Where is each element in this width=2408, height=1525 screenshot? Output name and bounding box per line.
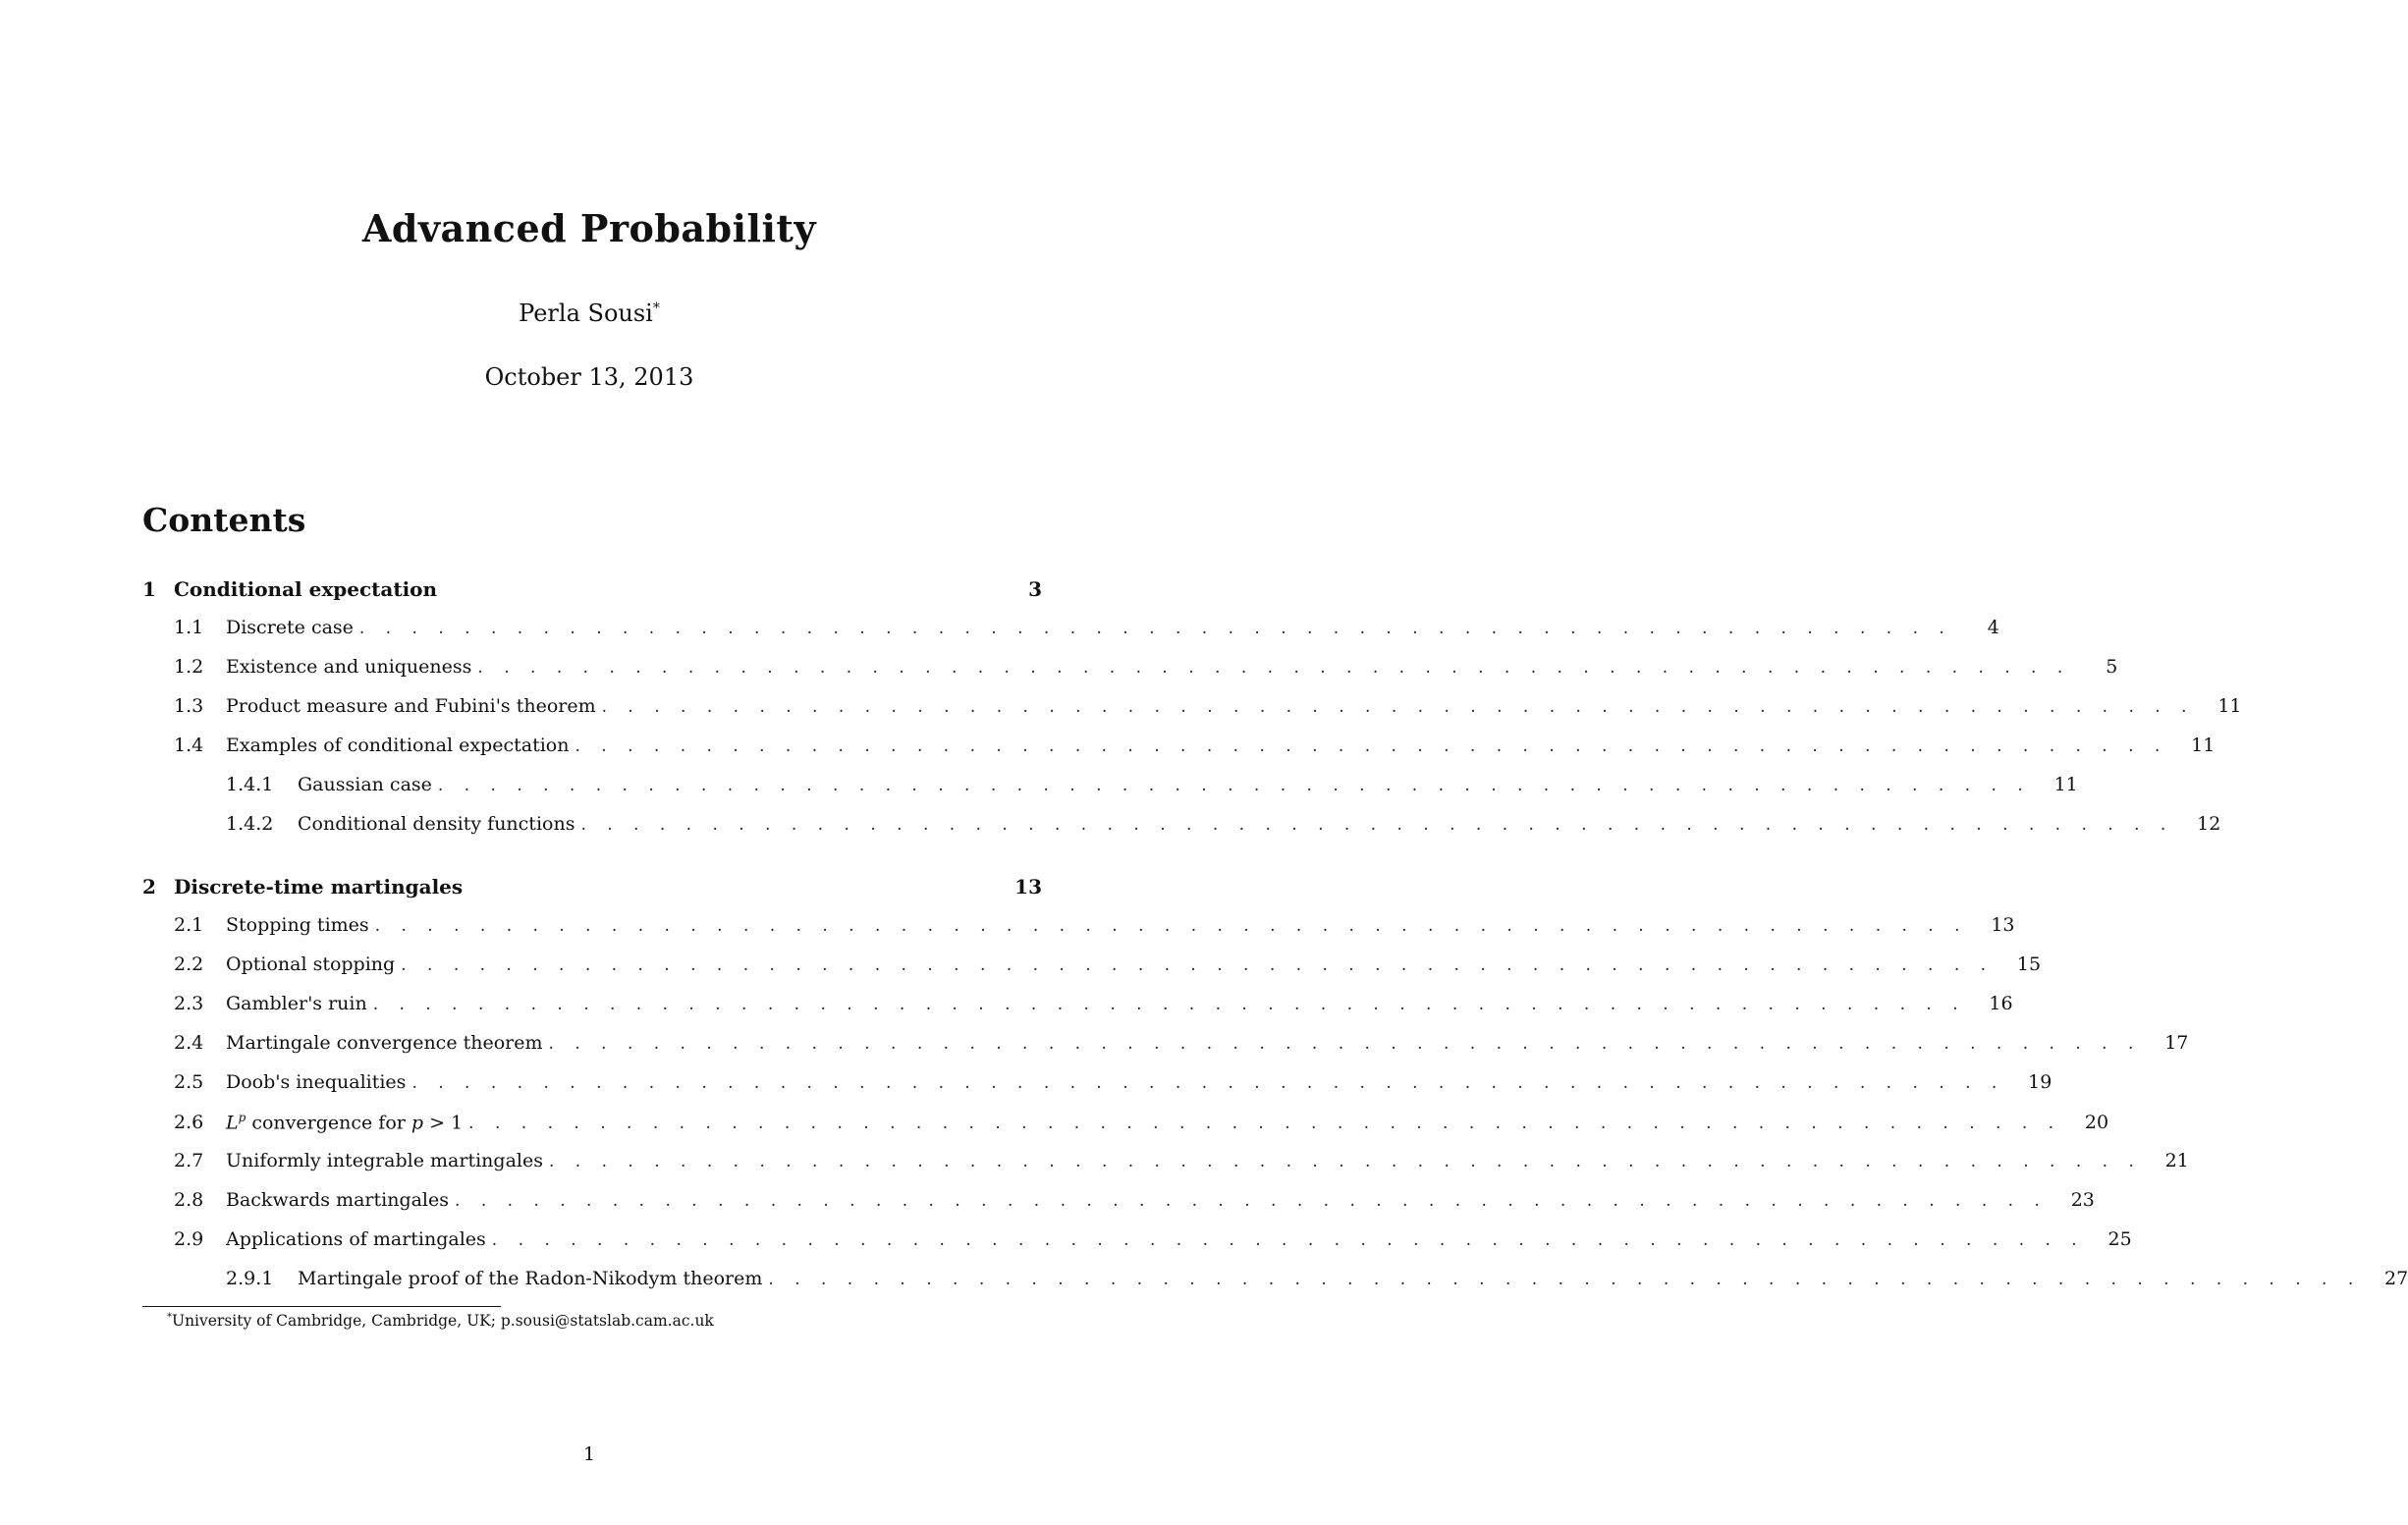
- toc-page: 13: [1014, 875, 1042, 899]
- contents-heading: Contents: [142, 501, 306, 539]
- toc-leader: . . . . . . . . . . . . . . . . . . . . . . . . . . . . . . . . . . . . . . . . . . . . . . . . . . . . . . . . . . . . .: [358, 619, 1952, 638]
- math-L: L: [226, 1112, 239, 1134]
- toc-leader: . . . . . . . . . . . . . . . . . . . . . . . . . . . . . . . . . . . . . . . . . . . . . . . . . . . . . . . . . . . . .: [455, 1191, 2048, 1211]
- toc-number: 1.4.1: [226, 774, 274, 795]
- toc-section-2-4[interactable]: [174, 1032, 2189, 1062]
- toc-subsection-1-4-1[interactable]: [226, 774, 2078, 803]
- toc-page: 15: [2016, 953, 2042, 975]
- toc-page: 17: [2164, 1032, 2189, 1054]
- toc-section-2-3[interactable]: [174, 993, 2013, 1022]
- toc-section-2-9[interactable]: [174, 1228, 2132, 1258]
- toc-page: 16: [1989, 993, 2013, 1014]
- toc-leader: . . . . . . . . . . . . . . . . . . . . . . . . . . . . . . . . . . . . . . . . . . . . . . . . . . . . . . . . . . . . .: [401, 955, 1995, 975]
- toc-subsection-1-4-2[interactable]: [226, 813, 2221, 843]
- author-footnote-mark: *: [652, 300, 660, 316]
- toc-title: Existence and uniqueness: [226, 656, 472, 678]
- toc-page: 11: [2053, 774, 2078, 795]
- toc-page: 25: [2107, 1228, 2132, 1250]
- toc-title: Examples of conditional expectation: [226, 735, 570, 756]
- footnote: [167, 1312, 714, 1330]
- toc-number: 1.4.2: [226, 813, 274, 835]
- toc-number: 2.2: [174, 953, 204, 975]
- toc-number: 1.2: [174, 656, 204, 678]
- toc-title: Backwards martingales: [226, 1189, 450, 1211]
- toc-number: 2: [142, 875, 156, 899]
- toc-section-2-7[interactable]: [174, 1150, 2189, 1179]
- toc-section-1-3[interactable]: [174, 695, 2242, 725]
- toc-number: 2.1: [174, 914, 204, 936]
- toc-page: 3: [1028, 577, 1042, 601]
- toc-title: Conditional density functions: [298, 813, 575, 835]
- toc-leader: . . . . . . . . . . . . . . . . . . . . . . . . . . . . . . . . . . . . . . . . . . . . . . . . . . . . . . . . . . . . .: [601, 697, 2195, 717]
- toc-leader: . . . . . . . . . . . . . . . . . . . . . . . . . . . . . . . . . . . . . . . . . . . . . . . . . . . . . . . . . . . . .: [575, 736, 2168, 756]
- toc-title: Uniformly integrable martingales: [226, 1150, 543, 1171]
- toc-number: 1: [142, 577, 156, 601]
- toc-section-2-8[interactable]: [174, 1189, 2095, 1219]
- author-name: Perla Sousi: [519, 300, 653, 327]
- toc-title: Gambler's ruin: [226, 993, 367, 1014]
- toc-title: Doob's inequalities: [226, 1071, 407, 1093]
- toc-title: Product measure and Fubini's theorem: [226, 695, 596, 717]
- toc-chapter-2[interactable]: [142, 875, 1042, 904]
- toc-number: 2.3: [174, 993, 204, 1014]
- toc-section-2-2[interactable]: [174, 953, 2042, 983]
- toc-leader: . . . . . . . . . . . . . . . . . . . . . . . . . . . . . . . . . . . . . . . . . . . . . . . . . . . . . . . . . . . . .: [768, 1270, 2362, 1289]
- toc-page: 27: [2384, 1268, 2408, 1289]
- math-p-superscript: p: [238, 1111, 246, 1124]
- toc-subsection-2-9-1[interactable]: [226, 1268, 2408, 1297]
- toc-leader: . . . . . . . . . . . . . . . . . . . . . . . . . . . . . . . . . . . . . . . . . . . . . . . . . . . . . . . . . . . . .: [374, 916, 1968, 936]
- footnote-mark: *: [167, 1311, 172, 1323]
- toc-page: 20: [2084, 1112, 2109, 1134]
- toc-leader: . . . . . . . . . . . . . . . . . . . . . . . . . . . . . . . . . . . . . . . . . . . . . . . . . . . . . . . . . . . . .: [372, 995, 1966, 1014]
- document-title: Advanced Probability: [361, 206, 817, 250]
- toc-title: Optional stopping: [226, 953, 396, 975]
- toc-number: 1.4: [174, 735, 204, 756]
- toc-title: Discrete case: [226, 617, 354, 638]
- toc-number: 2.8: [174, 1189, 204, 1211]
- author-line: [0, 300, 1178, 327]
- toc-number: 2.6: [174, 1112, 204, 1134]
- toc-section-1-4[interactable]: [174, 735, 2216, 764]
- toc-page: 5: [2106, 656, 2118, 678]
- toc-number: 2.4: [174, 1032, 204, 1054]
- toc-page: 23: [2070, 1189, 2095, 1211]
- toc-number: 2.7: [174, 1150, 204, 1171]
- toc-title-tail: > 1: [423, 1112, 464, 1134]
- toc-leader: . . . . . . . . . . . . . . . . . . . . . . . . . . . . . . . . . . . . . . . . . . . . . . . . . . . . . . . . . . . . .: [548, 1152, 2142, 1171]
- toc-title: [226, 1111, 463, 1133]
- toc-section-2-6[interactable]: [174, 1111, 2109, 1140]
- toc-title: Discrete-time martingales: [174, 875, 464, 899]
- toc-title: Martingale convergence theorem: [226, 1032, 543, 1054]
- toc-leader: . . . . . . . . . . . . . . . . . . . . . . . . . . . . . . . . . . . . . . . . . . . . . . . . . . . . . . . . . . . . .: [491, 1230, 2085, 1250]
- toc-number: 2.9.1: [226, 1268, 274, 1289]
- toc-page: 12: [2197, 813, 2221, 835]
- toc-section-2-1[interactable]: [174, 914, 2015, 944]
- toc-title: Martingale proof of the Radon-Nikodym theorem: [298, 1268, 763, 1289]
- toc-number: 1.1: [174, 617, 204, 638]
- page-number: 1: [582, 1443, 596, 1465]
- toc-page: 21: [2164, 1150, 2189, 1171]
- toc-leader: . . . . . . . . . . . . . . . . . . . . . . . . . . . . . . . . . . . . . . . . . . . . . . . . . . . . . . . . . . . . .: [548, 1034, 2142, 1054]
- toc-title: Conditional expectation: [174, 577, 438, 601]
- toc-number: 2.9: [174, 1228, 204, 1250]
- toc-page: 11: [2217, 695, 2242, 717]
- toc-number: 1.3: [174, 695, 204, 717]
- toc-title: Gaussian case: [298, 774, 432, 795]
- toc-number: 2.5: [174, 1071, 204, 1093]
- toc-leader: . . . . . . . . . . . . . . . . . . . . . . . . . . . . . . . . . . . . . . . . . . . . . . . . . . . . . . . . . . . . .: [580, 815, 2174, 835]
- toc-page: 13: [1991, 914, 2015, 936]
- toc-title-text: convergence for: [246, 1112, 411, 1134]
- toc-page: 11: [2191, 735, 2216, 756]
- toc-title: Applications of martingales: [226, 1228, 486, 1250]
- math-p: p: [410, 1112, 424, 1134]
- toc-page: 19: [2028, 1071, 2052, 1093]
- toc-section-1-1[interactable]: [174, 617, 1999, 646]
- toc-leader: . . . . . . . . . . . . . . . . . . . . . . . . . . . . . . . . . . . . . . . . . . . . . . . . . . . . . . . . . . . . .: [437, 776, 2031, 795]
- footnote-divider: [142, 1306, 501, 1307]
- toc-page: 4: [1987, 617, 1999, 638]
- toc-leader: . . . . . . . . . . . . . . . . . . . . . . . . . . . . . . . . . . . . . . . . . . . . . . . . . . . . . . . . . . . . .: [468, 1114, 2062, 1134]
- footnote-text: University of Cambridge, Cambridge, UK; p.sousi@statslab.cam.ac.uk: [172, 1312, 714, 1330]
- toc-leader: . . . . . . . . . . . . . . . . . . . . . . . . . . . . . . . . . . . . . . . . . . . . . . . . . . . . . . . . . . . . .: [477, 658, 2071, 678]
- toc-section-1-2[interactable]: [174, 656, 2118, 685]
- toc-title: Stopping times: [226, 914, 369, 936]
- toc-chapter-1[interactable]: [142, 577, 1042, 607]
- toc-section-2-5[interactable]: [174, 1071, 2052, 1101]
- toc-leader: . . . . . . . . . . . . . . . . . . . . . . . . . . . . . . . . . . . . . . . . . . . . . . . . . . . . . . . . . . . . .: [411, 1073, 2005, 1093]
- document-date: October 13, 2013: [484, 363, 694, 391]
